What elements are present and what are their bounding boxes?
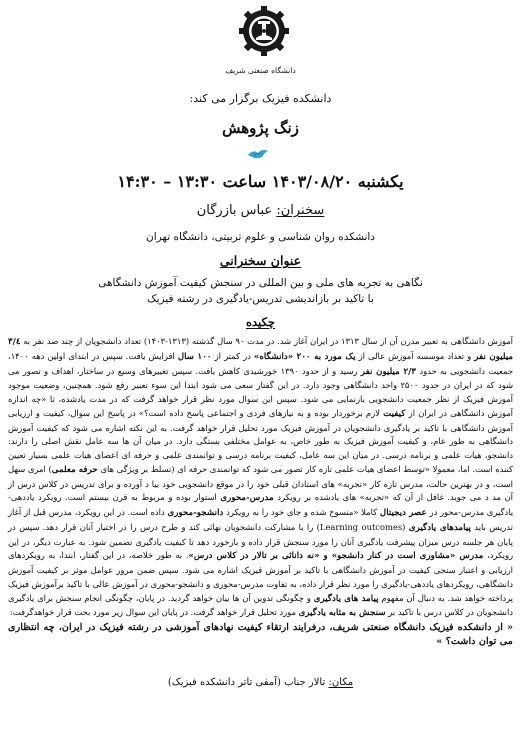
venue-line bbox=[0, 677, 521, 688]
talk-title-heading: عنوان سخنرانی bbox=[219, 253, 302, 268]
talk-title-line-1: نگاهی به تجربه های ملی و بین المللی در سنجش کیفیت آموزش دانشگاهی bbox=[98, 277, 423, 289]
speaker-affiliation: دانشکده روان شناسی و علوم تربیتی، دانشگاه تهران bbox=[146, 231, 375, 243]
talk-title bbox=[0, 275, 521, 307]
venue-label: مکان: bbox=[328, 677, 354, 688]
closing-question: « از دانشکده فیزیک دانشگاه صنعتی شریف، درفرایند ارتقاء کیفیت نهادهای آموزشی در رشته فیزیک در ایران، چه انتظاری می توان داشت؟ » bbox=[8, 622, 513, 647]
speaker-label: سخنران: bbox=[276, 203, 325, 218]
venue-value: تالار جناب (آمفی تاتر دانشکده فیزیک) bbox=[167, 677, 326, 688]
talk-title-line-2: با تاکید بر بازاندیشی تدریس-یادگیری در رشته فیزیک bbox=[147, 293, 374, 305]
abstract-heading: چکیده bbox=[246, 315, 275, 329]
organizer-line: دانشکده فیزیک برگزار می کند: bbox=[189, 92, 332, 105]
university-name: دانشگاه صنعتی شریف bbox=[225, 66, 296, 75]
university-logo bbox=[236, 4, 292, 62]
abstract-body: آموزش دانشگاهی به تعبیر مدرن آن از سال ۱۳۱۳ در ایران آغاز شد. در مدت ۹۰ سال گذشته (۱۳۱۳-۱۴۰۳) تعداد دانشجویان از چند صد نفر به ۳/٤ میلیون نفر و تعداد موسسه آموزش عالی از یک مورد به ۲۰۰ «دانشگاه» در کمتر از ۱۰۰ سال افزایش یافت. سپس در ابتدای اولین دهه ۱۴۰۰، جمعیت دانشجویی به حدود ۲/۳ میلیون نفر رسید و از حدود ۱۳۹۰ خورشیدی کاهش یافت. سپس تغییرهای وسیع در ساختار، اهداف و تصور می شود که در ایران در حدود ۲۵۰۰ واحد دانشگاهی وجود دارد. در این گفتار سعی می شود ابتدا این سوء تعبیر رفع شود. همچنین، وضعیت موجود آموزش فیزیک از نظر جمعیت دانشجویی بازنمایی می شود. سپس این سوال مورد نظر قرار خواهد گرفت که در مدت یادشده، تا «چه اندازه آموزش دانشگاهی در ایران از کیفیت لازم برخوردار بوده و به نیازهای فردی و اجتماعی پاسخ داده است؟» در پاسخ این سوال، کیفیت و ارزیابی آموزش دانشگاهی با تاکید بر یادگیری دانشجویان در آموزش فیزیک مورد تحلیل قرار خواهد گرفت. به این نکته اشاره می شود که کیفیت آموزش دانشگاهی به طور عام، و کیفیت آموزش فیزیک به طور خاص، به عوامل مختلفی بستگی دارد. در میان آن ها سه عامل نقش اصلی را دارند: دانشجو، هیات علمی و برنامه درسی. در میان این سه عامل، کیفیت برنامه درسی و توانمندی علمی و حرفه ای اعضای هیات علمی بسیار تعیین کننده است. اما، معمولا «توسط اعضای هیات علمی تازه کار تصور می شود که توانمندی حرفه ای (تسلط بر ویژگی های حرفه معلمی) امری سهل است، و در بهترین حالت، مدرس تازه کار «تجربه» های استادان قبلی خود را در موقع دانشجویی خود بیا د آورده و برای تدریس در کلاس درس از آن مد د می جوید. غافل از آن که «تجربه» های یادشده بر رویکرد مدرس-محوری استوار بوده و مربوط به قرن بیستم است. رویکرد یاددهی-یادگیری مدرس-محور در عصر دیجیتال کاملا «منسوخ شده و جای خود را به رویکرد دانشجو-محوری داده است. در این رویکرد، مدرس قبل از آغاز تدریس باید پیامدهای یادگیری (Learning outcomes) را با مشارکت دانشجویان نهائی کند و طرح درس را در اختیار آنان قرار دهد. سپس در پایان هر جلسه درس میزان پیشرفت یادگیری آنان را مورد سنجش قرار داده و بازخورد دهد تا کیفیت یادگیری تضمین شود. به عبارت دیگر، در این رویکرد، مدرس «مشاوری است در کنار دانشجو» و «نه دانائی بر تالار در کلاس درس». به طور خلاصه، در این گفتار، ابتدا، به رویکردهای ارزیابی و اعتبار سنجی کیفیت در آموزش دانشگاهی با تاکید بر آموزش فیزیک اشاره می شود. سپس ضمن مرور عوامل موثر بر کیفیت آموزش دانشگاهی، رویکردهای یاددهی-یادگیری را مورد نظر قرار داده، به تفاوت مدرس-محوری و دانشجو-محوری در آموزش عالی با تاکید برآموزش فیزیک پرداخته خواهد شد. به دنبال آن مفهوم پیامد های یادگیری و چگونگی تدوین آن ها بیان خواهد گردید. در پایان، چگونگی انجام سنجش برای یادگیری دانشجویان در کلاس درس با تاکید بر سنجش به مثابه یادگیری مورد تحلیل قرار خواهد گرفت. در پایان این سوال زیر مورد بحث قرار خواهدگرفت: « از دانشکده فیزیک دانشگاه صنعتی شریف، درفرایند ارتقاء کیفیت نهادهای آموزشی در رشته فیزیک در ایران، چه انتظاری می توان داشت؟ » bbox=[8, 336, 514, 647]
speaker-name: عباس بازرگان bbox=[196, 203, 273, 218]
bird-ornament-icon bbox=[247, 148, 269, 160]
event-title: زنگ پژوهش bbox=[222, 119, 299, 137]
session-date-time: یکشنبه ۱۴۰۳/۰۸/۲۰ ساعت ۱۳:۳۰ – ۱۴:۳۰ bbox=[117, 172, 404, 191]
speaker-line bbox=[0, 203, 521, 218]
